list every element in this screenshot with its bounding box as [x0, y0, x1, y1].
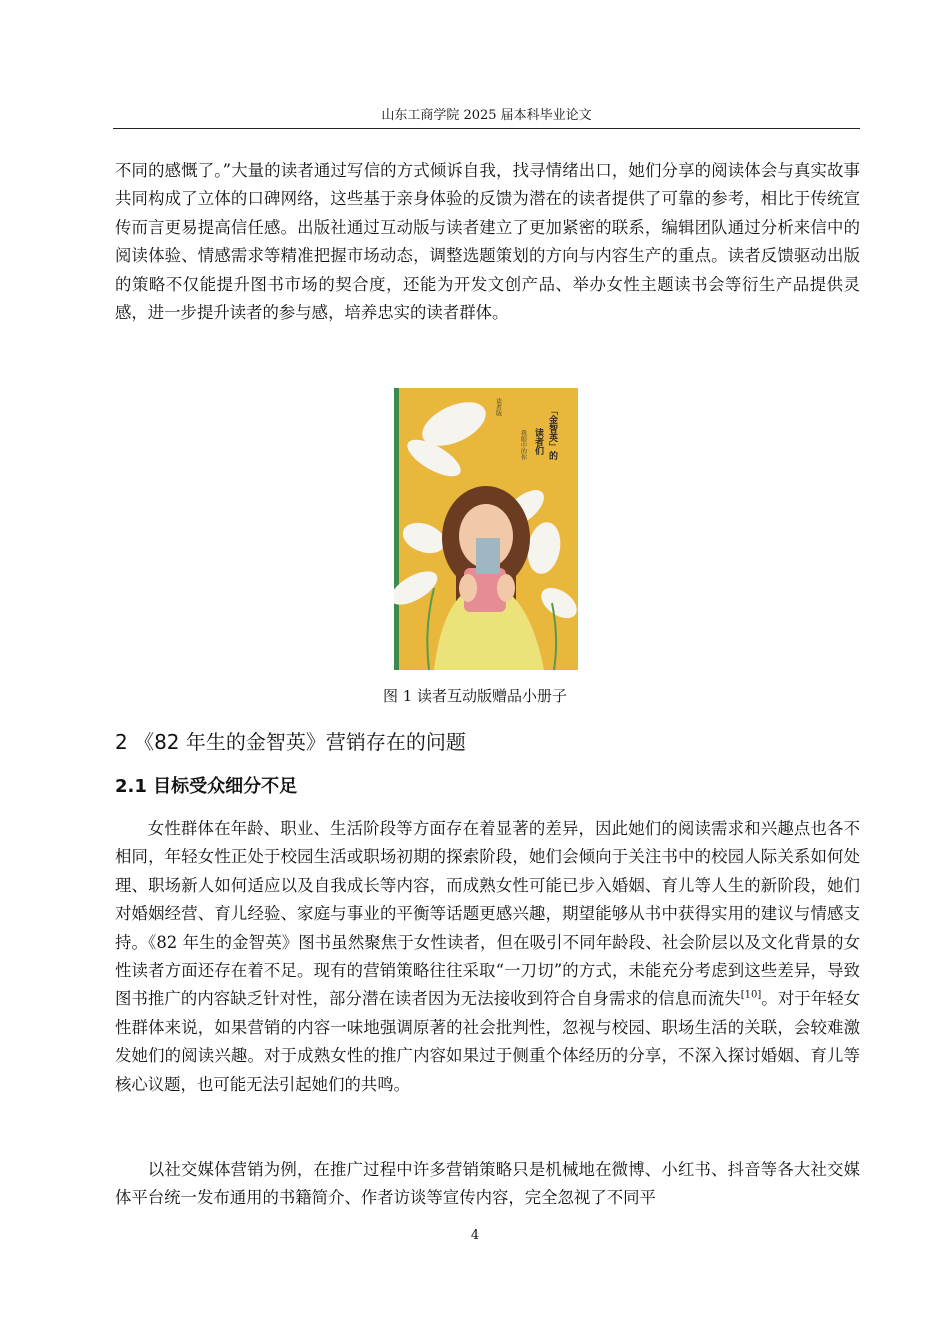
paragraph-text-part2: 。对于年轻女性群体来说，如果营销的内容一味地强调原著的社会批判性，忽视与校园、职场生活的关联，会较难激发她们的阅读兴趣。对于成熟女性的推广内容如果过于侧重个体经历的分享，不深入探讨婚姻、育儿等核心议题，也可能无法引起她们的共鸣。	[115, 989, 861, 1094]
cover-spine-stripe	[394, 388, 399, 670]
cover-title-line1: 「金智英」的	[547, 406, 557, 460]
section-heading: 2 《82 年生的金智英》营销存在的问题	[115, 730, 466, 754]
figure-hand-left	[459, 574, 477, 602]
page-number: 4	[470, 1228, 480, 1243]
subsection-heading: 2.1 目标受众细分不足	[115, 776, 298, 797]
header-rule	[113, 128, 860, 129]
figure-hand-right	[497, 574, 515, 602]
cover-subtitle: 我眼中的你	[519, 430, 527, 460]
booklet-cover-figure	[394, 388, 578, 670]
citation: [10]	[740, 989, 762, 1001]
cover-publisher: 读者版	[494, 398, 502, 416]
figure-phone	[476, 538, 500, 574]
paragraph-social-media: 以社交媒体营销为例，在推广过程中许多营销策略只是机械地在微博、小红书、抖音等各大社交媒体平台统一发布通用的书籍简介、作者访谈等宣传内容，完全忽视了不同平	[115, 1160, 860, 1208]
running-header: 山东工商学院 2025 届本科毕业论文	[381, 108, 592, 123]
paragraph-reader-feedback: 不同的感慨了。”大量的读者通过写信的方式倾诉自我，找寻情绪出口，她们分享的阅读体会与真实故事共同构成了立体的口碑网络，这些基于亲身体验的反馈为潜在的读者提供了可靠的参考，相比于传统宣传而言更易提高信任感。出版社通过互动版与读者建立了更加紧密的联系，编辑团队通过分析来信中的阅读体验、情感需求等精准把握市场动态，调整选题策划的方向与内容生产的重点。读者反馈驱动出版的策略不仅能提升图书市场的契合度，还能为开发文创产品、举办女性主题读书会等衍生产品提供灵感，进一步提升读者的参与感，培养忠实的读者群体。	[115, 161, 860, 323]
figure-caption: 图 1 读者互动版赠品小册子	[382, 687, 568, 705]
paragraph-text-part1: 女性群体在年龄、职业、生活阶段等方面存在着显著的差异，因此她们的阅读需求和兴趣点也各不相同，年轻女性正处于校园生活或职场初期的探索阶段，她们会倾向于关注书中的校园人际关系如何处理、职场新人如何适应以及自我成长等内容，而成熟女性可能已步入婚姻、育儿等人生的新阶段，她们对婚姻经营、育儿经验、家庭与事业的平衡等话题更感兴趣，期望能够从书中获得实用的建议与情感支持。《82 年生的金智英》图书虽然聚焦于女性读者，但在吸引不同年龄段、社会阶层以及文化背景的女性读者方面还存在着不足。现有的营销策略往往采取“一刀切”的方式，未能充分考虑到这些差异，导致图书推广的内容缺乏针对性，部分潜在读者因为无法接收到符合自身需求的信息而流失	[115, 819, 860, 1009]
cover-title-line2: 读者们	[533, 428, 543, 455]
paragraph-audience-segmentation	[115, 815, 860, 1099]
